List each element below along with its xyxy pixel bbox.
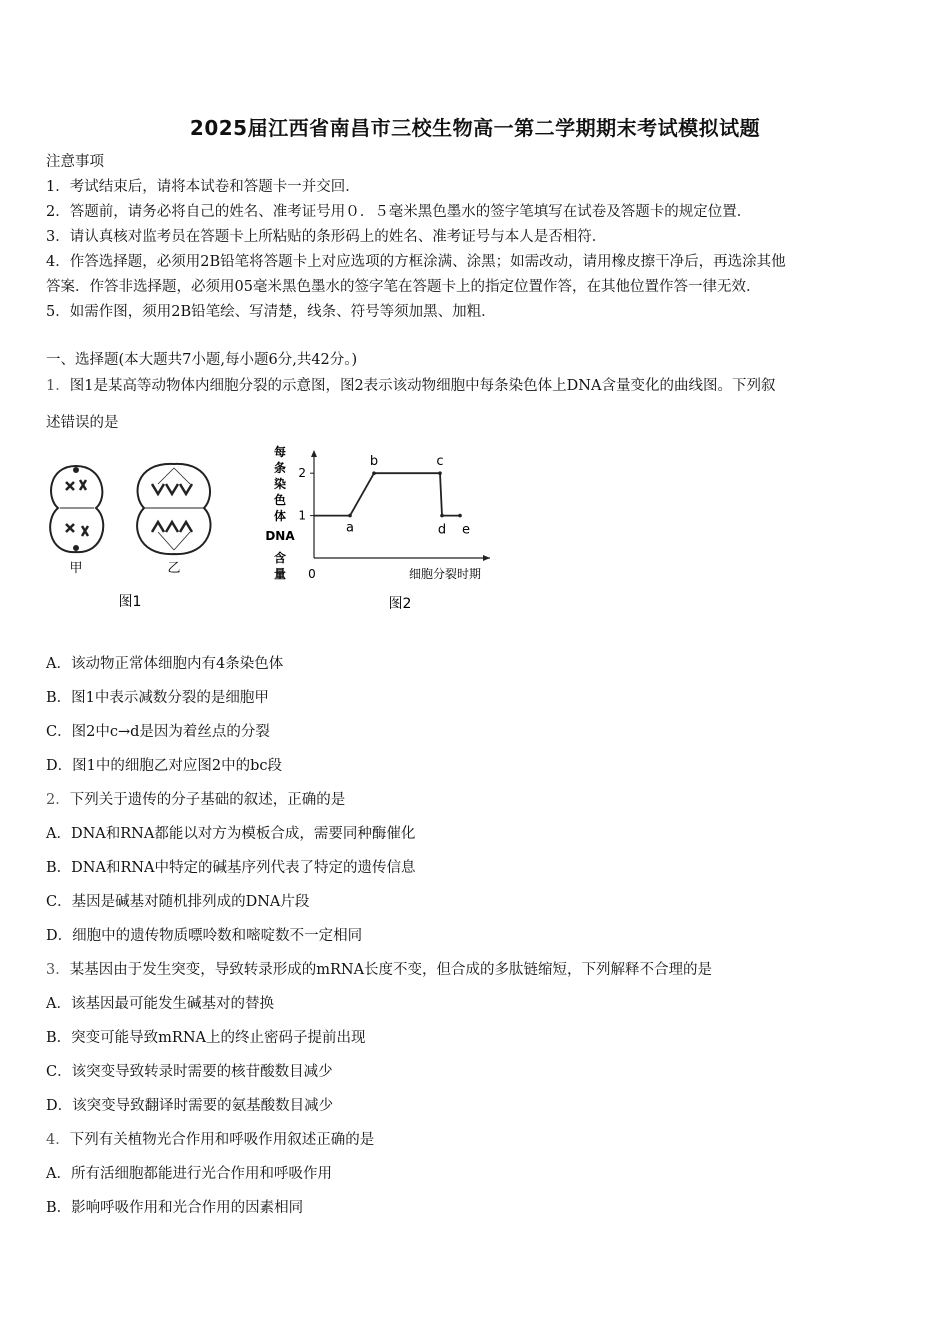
question-1-stem <box>46 376 775 396</box>
figure-1-caption: 图1 <box>118 594 142 610</box>
ylabel-char: 条 <box>273 461 287 475</box>
chart-y-tick-label: 2 <box>298 466 306 481</box>
chart-series-segment <box>440 473 442 515</box>
chart-point-label-a: a <box>346 520 354 536</box>
q3-option-d: D．该突变导致翻译时需要的氨基酸数目减少 <box>46 1098 334 1114</box>
ylabel-dna: DNA <box>265 529 295 543</box>
cell-jia-label: 甲 <box>69 561 83 576</box>
q4-option-a: A．所有活细胞都能进行光合作用和呼吸作用 <box>46 1166 332 1182</box>
figure-2-ylabel <box>265 444 295 581</box>
ylabel-char: 含 <box>273 551 287 565</box>
chart-data-point <box>372 471 376 475</box>
cell-jia-diagram <box>50 466 103 552</box>
chart-point-label-b: b <box>369 454 379 470</box>
q3-option-c: C．该突变导致转录时需要的核苷酸数目减少 <box>46 1064 333 1080</box>
ylabel-char: 染 <box>273 477 287 491</box>
chart-data-point <box>440 514 444 518</box>
cell-yi-diagram <box>137 464 210 554</box>
ylabel-char: 体 <box>273 509 287 523</box>
chart-data-point <box>348 514 352 518</box>
chart-series-segment <box>350 473 374 515</box>
chart-point-label-e: e <box>462 522 470 538</box>
figure-2-caption: 图2 <box>388 596 412 612</box>
ylabel-char: 色 <box>273 493 287 507</box>
chart-y-arrow <box>311 450 317 457</box>
notice-item: 答案．作答非选择题，必须用05毫米黑色墨水的签字笔在答题卡上的指定位置作答，在其他位置作答一律无效． <box>46 279 761 295</box>
question-number: 3． <box>46 962 70 978</box>
chart-plot <box>298 450 490 561</box>
q2-option-a: A．DNA和RNA都能以对方为模板合成，需要同种酶催化 <box>46 826 416 842</box>
ylabel-char: 量 <box>273 567 287 581</box>
question-number: 2． <box>46 792 70 808</box>
question-number: 1． <box>46 378 70 394</box>
chart-data-point <box>458 514 462 518</box>
ylabel-char: 每 <box>273 445 287 459</box>
notice-item: 4．作答选择题，必须用2B铅笔将答题卡上对应选项的方框涂满、涂黑；如需改动，请用橡皮擦干净后，再选涂其他 <box>46 254 786 270</box>
notice-item: 3．请认真核对监考员在答题卡上所粘贴的条形码上的姓名、准考证号与本人是否相符． <box>46 229 607 245</box>
q1-option-a: A．该动物正常体细胞内有4条染色体 <box>46 656 284 672</box>
q3-option-a: A．该基因最可能发生碱基对的替换 <box>46 996 274 1012</box>
chart-point-label-c: c <box>436 454 444 470</box>
chart-point-label-d: d <box>437 522 447 538</box>
question-1-stem-cont: 述错误的是 <box>46 415 119 431</box>
q4-option-b: B．影响呼吸作用和光合作用的因素相同 <box>46 1200 304 1216</box>
question-3-stem <box>46 960 712 980</box>
question-1-figure <box>40 440 520 620</box>
q1-option-b: B．图1中表示减数分裂的是细胞甲 <box>46 690 269 706</box>
chart-origin-label: 0 <box>308 567 316 581</box>
section-heading: 一、选择题(本大题共7小题,每小题6分,共42分。) <box>46 352 358 368</box>
q1-option-c: C．图2中c→d是因为着丝点的分裂 <box>46 724 270 740</box>
chart-x-arrow <box>483 555 490 561</box>
question-text: 下列关于遗传的分子基础的叙述，正确的是 <box>69 792 346 808</box>
chart-xlabel: 细胞分裂时期 <box>408 567 482 581</box>
question-4-stem <box>46 1130 374 1150</box>
chart-data-point <box>438 471 442 475</box>
figure-svg <box>40 440 520 620</box>
q2-option-c: C．基因是碱基对随机排列成的DNA片段 <box>46 894 310 910</box>
question-number: 4． <box>46 1132 70 1148</box>
question-text: 某基因由于发生突变，导致转录形成的mRNA长度不变，但合成的多肽链缩短，下列解释不合理的是 <box>69 962 713 978</box>
notice-item: 2．答题前，请务必将自己的姓名、准考证号用０．５毫米黑色墨水的签字笔填写在试卷及答题卡的规定位置． <box>46 204 752 220</box>
question-text: 图1是某高等动物体内细胞分裂的示意图，图2表示该动物细胞中每条染色体上DNA含量变化的曲线图。下列叙 <box>69 378 776 394</box>
q2-option-d: D．细胞中的遗传物质嘌呤数和嘧啶数不一定相同 <box>46 928 363 944</box>
notice-heading: 注意事项 <box>46 154 104 170</box>
q1-option-d: D．图1中的细胞乙对应图2中的bc段 <box>46 758 282 774</box>
notice-item: 1．考试结束后，请将本试卷和答题卡一并交回． <box>46 179 360 195</box>
notice-item: 5．如需作图，须用2B铅笔绘、写清楚，线条、符号等须加黑、加粗． <box>46 304 496 320</box>
question-2-stem <box>46 790 345 810</box>
chart-y-tick-label: 1 <box>298 508 306 523</box>
page-title: 2025届江西省南昌市三校生物高一第二学期期末考试模拟试题 <box>189 116 761 140</box>
q3-option-b: B．突变可能导致mRNA上的终止密码子提前出现 <box>46 1030 366 1046</box>
cell-yi-label: 乙 <box>167 561 181 576</box>
q2-option-b: B．DNA和RNA中特定的碱基序列代表了特定的遗传信息 <box>46 860 416 876</box>
question-text: 下列有关植物光合作用和呼吸作用叙述正确的是 <box>69 1132 375 1148</box>
